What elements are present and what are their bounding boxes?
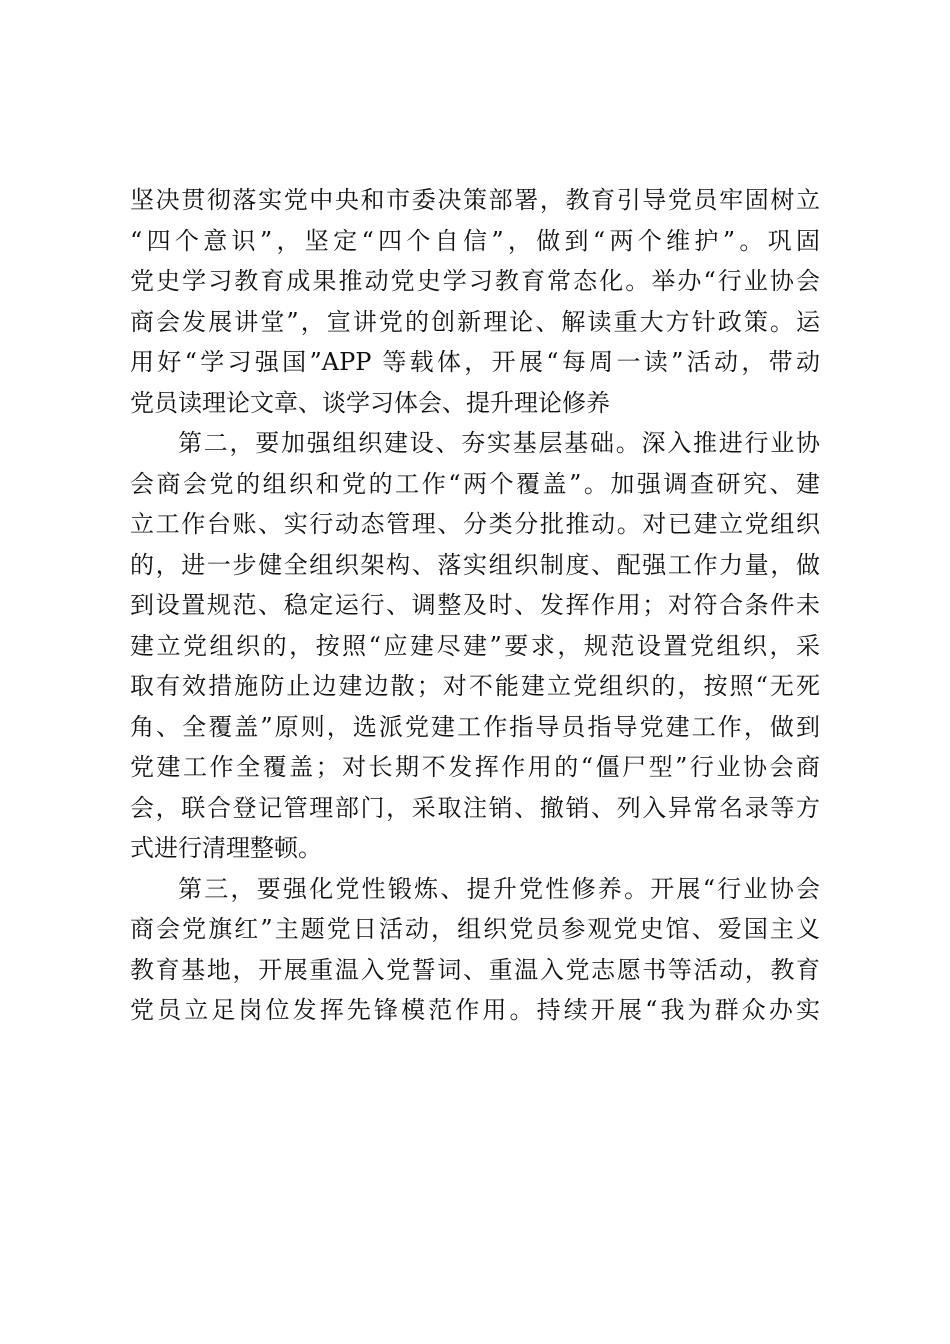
text-line: 党员读理论文章、谈学习体会、提升理论修养 <box>130 388 610 417</box>
text-line: 角、全覆盖”原则，选派党建工作指导员指导党建工作，做到 <box>130 712 820 741</box>
text-line: 的，进一步健全组织架构、落实组织制度、配强工作力量，做 <box>130 550 820 579</box>
text-line: 党员立足岗位发挥先锋模范作用。持续开展“我为群众办实 <box>130 996 820 1024</box>
text-line: 建立党组织的，按照“应建尽建”要求，规范设置党组织，采 <box>130 631 820 660</box>
text-line: 党建工作全覆盖；对长期不发挥作用的“僵尸型”行业协会商 <box>130 753 820 781</box>
text-line: 取有效措施防止边建边散；对不能建立党组织的，按照“无死 <box>130 672 820 700</box>
text-line: 第三，要强化党性锻炼、提升党性修养。开展“行业协会 <box>178 874 820 903</box>
text-line: 会商会党的组织和党的工作“两个覆盖”。加强调查研究、建 <box>130 469 820 498</box>
text-line: “四个意识”，坚定“四个自信”，做到“两个维护”。巩固 <box>130 226 820 255</box>
text-line: 教育基地，开展重温入党誓词、重温入党志愿书等活动，教育 <box>130 955 820 984</box>
text-line: 商会党旗红”主题党日活动，组织党员参观党史馆、爱国主义 <box>130 915 820 943</box>
text-line: 立工作台账、实行动态管理、分类分批推动。对已建立党组织 <box>130 510 820 538</box>
text-line: 商会发展讲堂”，宣讲党的创新理论、解读重大方针政策。运 <box>130 307 820 336</box>
paragraph-3 <box>130 869 820 1031</box>
paragraph-2 <box>130 423 820 869</box>
text-line: 第二，要加强组织建设、夯实基层基础。深入推进行业协 <box>178 429 820 457</box>
document-body <box>130 180 820 1031</box>
text-line: 党史学习教育成果推动党史学习教育常态化。举办“行业协会 <box>130 267 820 295</box>
text-line: 会，联合登记管理部门，采取注销、撤销、列入异常名录等方 <box>130 793 820 822</box>
paragraph-1 <box>130 180 820 423</box>
text-line: 坚决贯彻落实党中央和市委决策部署，教育引导党员牢固树立 <box>130 186 820 214</box>
text-line: 到设置规范、稳定运行、调整及时、发挥作用；对符合条件未 <box>130 591 820 619</box>
text-line: 式进行清理整顿。 <box>130 834 322 862</box>
text-line: 用好“学习强国”APP 等载体，开展“每周一读”活动，带动 <box>130 348 820 376</box>
